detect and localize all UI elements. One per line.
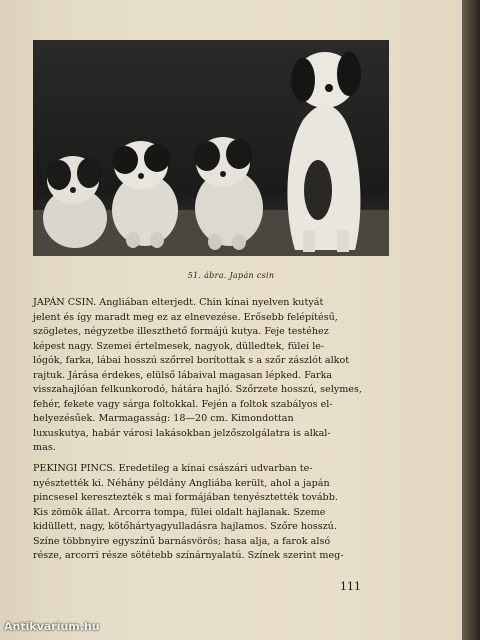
adult-dog (287, 52, 361, 252)
pekingese-paragraph (33, 462, 367, 564)
japan-chin-paragraph (33, 296, 367, 456)
text-line: Kis zömök állat. Arcorra tompa, fülei oldalt hajlanak. Szeme (33, 506, 326, 518)
text-line: Színe többnyire egyszínű barnásvörös; hasa alja, a farok alsó (33, 535, 331, 547)
text-line: rajtuk. Járása érdekes, elülső lábaival magasan lépked. Farka (33, 369, 333, 381)
puppy-1 (43, 156, 107, 248)
text-line: helyezésűek. Marmagasság: 18—20 cm. Kimondottan (33, 413, 294, 424)
text-line: jelent és így maradt meg ez az elnevezése. Erősebb felépítésű, (33, 311, 338, 323)
watermark: Antikvarium.hu (4, 620, 100, 633)
puppy-2 (112, 141, 178, 248)
dog-photograph (33, 40, 389, 256)
text-line: PEKINGI PINCS. Eredetileg a kínai császári udvarban te- (33, 463, 313, 474)
text-line: luxuskutya, habár városi lakásokban jelzőszolgálatra is alkal- (33, 427, 331, 439)
text-line: kidüllett, nagy, kötőhártyagyulladásra hajlamos. Szőre hosszú. (33, 521, 337, 532)
text-line: fehér, fekete vagy sárga foltokkal. Fején a foltok szabályos el- (33, 398, 333, 410)
text-line: mas. (33, 442, 56, 453)
text-line: pincsesel keresztezték s mai formájában tenyésztették tovább. (33, 492, 338, 503)
text-line: lógók, farka, lábai hosszú szőrrel borítottak s a szőr zászlót alkot (33, 355, 350, 366)
text-line: képest nagy. Szemei értelmesek, nagyok, dülledtek, fülei le- (33, 340, 325, 352)
text-line: JAPÁN CSIN. Angliában elterjedt. Chin kínai nyelven kutyát (33, 297, 324, 308)
text-line: visszahajlóan felkunkorodó, hátára hajló. Szőrzete hosszú, selymes, (33, 384, 362, 395)
page-number: 111 (340, 580, 361, 593)
text-line: része, arcorri része sötétebb színárnyalatú. Színek szerint meg- (33, 550, 344, 561)
text-line: nyésztették ki. Néhány példány Angliába került, ahol a japán (33, 477, 330, 489)
dogs-illustration (33, 40, 389, 256)
figure-caption: 51. ábra. Japán csin (187, 271, 275, 280)
book-spine-edge (462, 0, 480, 640)
text-line: szögletes, négyzetbe illeszthető formájú kutya. Feje testéhez (33, 326, 329, 337)
